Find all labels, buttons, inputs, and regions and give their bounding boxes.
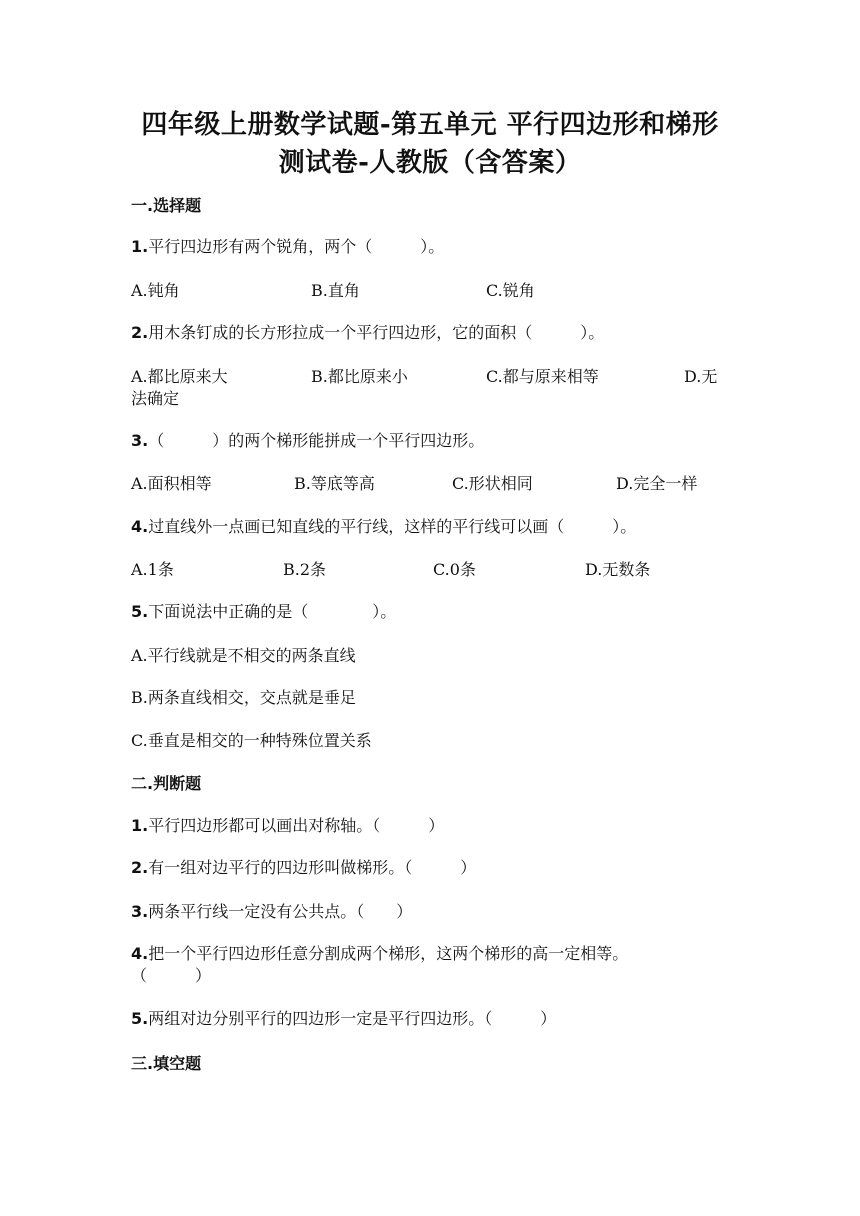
choice-q2-option-b: B.都比原来小 (311, 367, 408, 386)
question-number: 2. (131, 858, 149, 877)
question-number: 4. (131, 944, 149, 963)
choice-q3-option-d: D.完全一样 (616, 474, 698, 493)
choice-question-1 (131, 236, 731, 258)
section-heading-judge: 二.判断题 (131, 774, 202, 793)
question-text: 过直线外一点画已知直线的平行线，这样的平行线可以画（ ）。 (148, 517, 637, 536)
question-number: 3. (131, 902, 149, 921)
choice-question-2 (131, 322, 731, 344)
choice-q5-option-c: C.垂直是相交的一种特殊位置关系 (131, 731, 372, 750)
page-title-line1: 四年级上册数学试题-第五单元 平行四边形和梯形 (141, 110, 719, 140)
question-number: 1. (131, 237, 149, 256)
choice-q1-option-b: B.直角 (311, 281, 360, 300)
question-text: 用木条钉成的长方形拉成一个平行四边形，它的面积（ ）。 (148, 323, 605, 342)
question-number: 4. (131, 517, 149, 536)
choice-q2-option-c: C.都与原来相等 (486, 367, 599, 386)
question-text: 两组对边分别平行的四边形一定是平行四边形。（ ） (148, 1009, 557, 1028)
judge-question-2 (131, 857, 731, 879)
choice-q4-option-b: B.2条 (283, 560, 327, 579)
question-number: 5. (131, 1009, 149, 1028)
question-number: 3. (131, 431, 149, 450)
judge-question-4 (131, 943, 731, 965)
choice-q5-option-b: B.两条直线相交，交点就是垂足 (131, 688, 356, 707)
question-text: 有一组对边平行的四边形叫做梯形。（ ） (148, 858, 477, 877)
choice-q1-option-c: C.锐角 (486, 281, 535, 300)
choice-q2-option-d-wrap: 法确定 (131, 389, 180, 408)
choice-q4-option-d: D.无数条 (585, 560, 651, 579)
choice-question-4 (131, 516, 731, 538)
choice-q2-option-a: A.都比原来大 (131, 367, 228, 386)
page-title-line2: 测试卷-人教版（含答案） (278, 148, 582, 178)
question-text: 把一个平行四边形任意分割成两个梯形，这两个梯形的高一定相等。 (148, 944, 629, 963)
question-text: 下面说法中正确的是（ ）。 (148, 602, 397, 621)
choice-q3-option-c: C.形状相同 (452, 474, 533, 493)
question-text: （ ）的两个梯形能拼成一个平行四边形。 (148, 431, 485, 450)
choice-q5-option-a: A.平行线就是不相交的两条直线 (131, 646, 356, 665)
question-number: 2. (131, 323, 149, 342)
choice-q4-option-c: C.0条 (433, 560, 476, 579)
judge-question-3 (131, 901, 731, 923)
question-text: 平行四边形有两个锐角，两个（ ）。 (148, 237, 445, 256)
choice-q3-option-b: B.等底等高 (294, 474, 375, 493)
judge-question-1 (131, 815, 731, 837)
choice-q1-option-a: A.钝角 (131, 281, 180, 300)
choice-q4-option-a: A.1条 (131, 560, 174, 579)
question-number: 5. (131, 602, 149, 621)
judge-q4-answer-paren: （ ） (131, 966, 212, 985)
question-text: 平行四边形都可以画出对称轴。（ ） (148, 816, 445, 835)
choice-q3-option-a: A.面积相等 (131, 474, 212, 493)
choice-question-3 (131, 430, 731, 452)
question-number: 1. (131, 816, 149, 835)
question-text: 两条平行线一定没有公共点。（ ） (148, 902, 413, 921)
choice-question-5 (131, 601, 731, 623)
section-heading-choice: 一.选择题 (131, 196, 202, 215)
section-heading-fill: 三.填空题 (131, 1054, 202, 1073)
judge-question-5 (131, 1008, 731, 1030)
choice-q2-option-d: D.无 (684, 367, 718, 386)
